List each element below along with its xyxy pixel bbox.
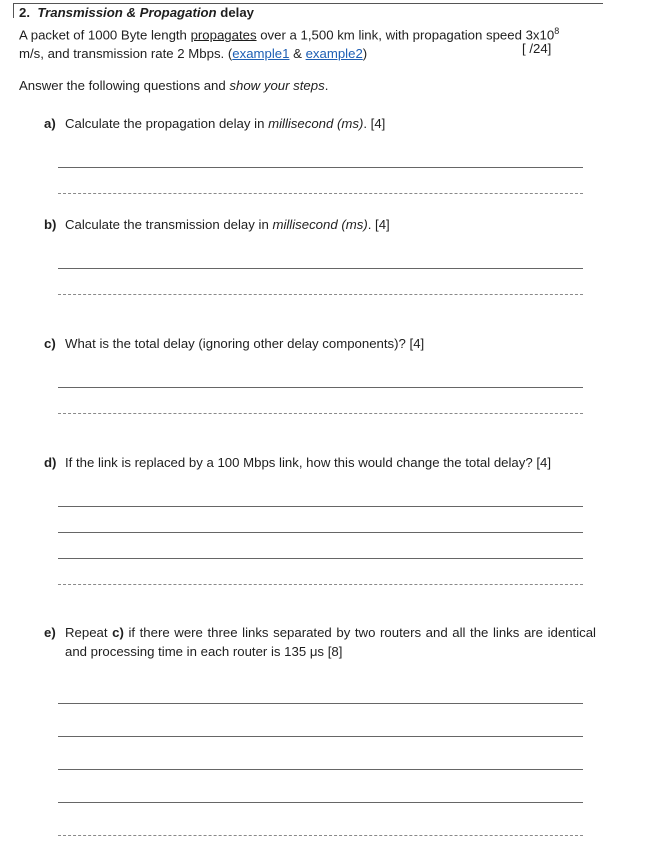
answer-line[interactable] xyxy=(58,167,583,168)
instructions: Answer the following questions and show your steps. xyxy=(19,78,329,93)
page-border-left xyxy=(13,3,14,18)
problem-statement: A packet of 1000 Byte length propagates over a 1,500 km link, with propagation speed $3x10^8$ m/s, and transmission rate 2 Mbps. (example1 & example2) xyxy=(19,26,560,62)
answer-line[interactable] xyxy=(58,193,583,194)
answer-line[interactable] xyxy=(58,387,583,388)
answer-line[interactable] xyxy=(58,506,583,507)
page-border-top xyxy=(13,3,603,4)
answer-line[interactable] xyxy=(58,413,583,414)
question-e: e) Repeat c) if there were three links separated by two routers and all the links are identical and processing time in each router is 135 μs [8] xyxy=(44,625,596,659)
question-c: c) What is the total delay (ignoring other delay components)? [4] xyxy=(44,336,425,351)
answer-line[interactable] xyxy=(58,736,583,737)
answer-line[interactable] xyxy=(58,558,583,559)
answer-line[interactable] xyxy=(58,584,583,585)
answer-line[interactable] xyxy=(58,294,583,295)
answer-line[interactable] xyxy=(58,268,583,269)
example2-link[interactable]: example2 xyxy=(305,46,363,62)
question-a: a) Calculate the propagation delay in millisecond (ms). [4] xyxy=(44,116,386,131)
answer-line[interactable] xyxy=(58,802,583,803)
answer-line[interactable] xyxy=(58,835,583,836)
answer-line[interactable] xyxy=(58,769,583,770)
question-b: b) Calculate the transmission delay in millisecond (ms). [4] xyxy=(44,217,390,232)
total-marks: [ /24] xyxy=(522,41,552,56)
answer-line[interactable] xyxy=(58,532,583,533)
section-heading: 2. Transmission & Propagation delay xyxy=(19,5,255,20)
example1-link[interactable]: example1 xyxy=(232,46,290,62)
propagates-word: propagates xyxy=(190,27,257,43)
question-d: d) If the link is replaced by a 100 Mbps link, how this would change the total delay? [4] xyxy=(44,455,552,470)
answer-line[interactable] xyxy=(58,703,583,704)
